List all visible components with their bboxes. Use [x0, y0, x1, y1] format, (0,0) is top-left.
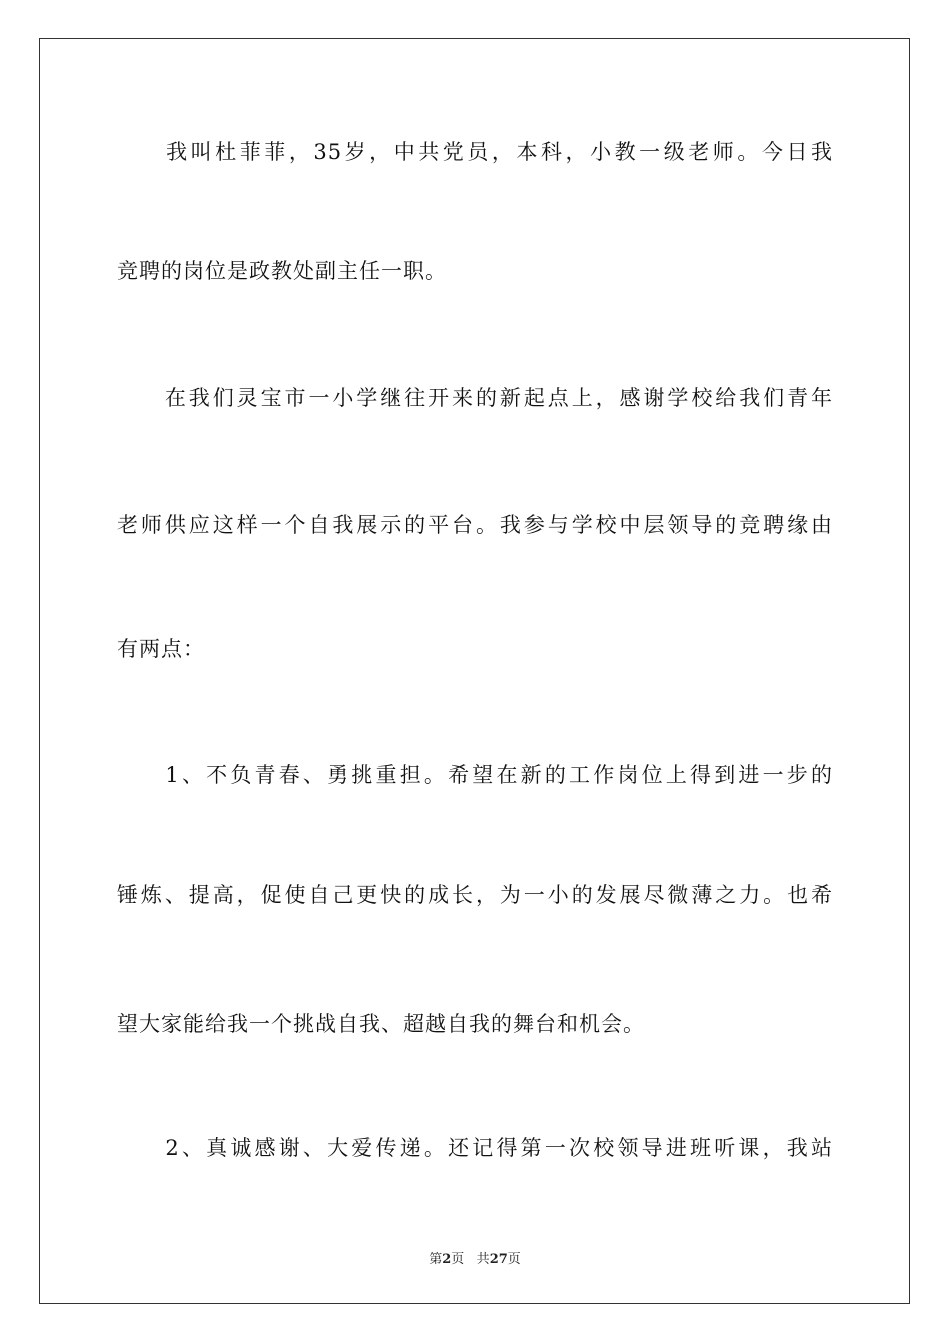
footer-prefix: 第 [429, 1252, 443, 1267]
text-line-7: 锤炼、提高，促使自己更快的成长，为一小的发展尽微薄之力。也希 [117, 883, 833, 907]
footer-page-unit: 页 [451, 1252, 465, 1267]
text-line-5: 有两点： [117, 637, 205, 661]
text-line-3: 在我们灵宝市一小学继往开来的新起点上，感谢学校给我们青年 [117, 386, 833, 410]
footer-total-unit: 页 [507, 1252, 521, 1267]
footer-total-prefix: 共 [476, 1252, 490, 1267]
footer-total-pages: 27 [489, 1252, 508, 1267]
text-line-6: 1、不负青春、勇挑重担。希望在新的工作岗位上得到进一步的 [117, 763, 833, 787]
text-line-1: 我叫杜菲菲，35岁，中共党员，本科，小教一级老师。今日我 [117, 140, 833, 164]
text-line-2: 竞聘的岗位是政教处副主任一职。 [117, 259, 447, 283]
page-footer [0, 1248, 950, 1267]
footer-page-number: 2 [442, 1252, 452, 1267]
text-line-9: 2、真诚感谢、大爱传递。还记得第一次校领导进班听课，我站 [117, 1136, 833, 1160]
text-line-8: 望大家能给我一个挑战自我、超越自我的舞台和机会。 [117, 1012, 645, 1036]
text-line-4: 老师供应这样一个自我展示的平台。我参与学校中层领导的竞聘缘由 [117, 513, 833, 537]
page-border [39, 38, 910, 1304]
